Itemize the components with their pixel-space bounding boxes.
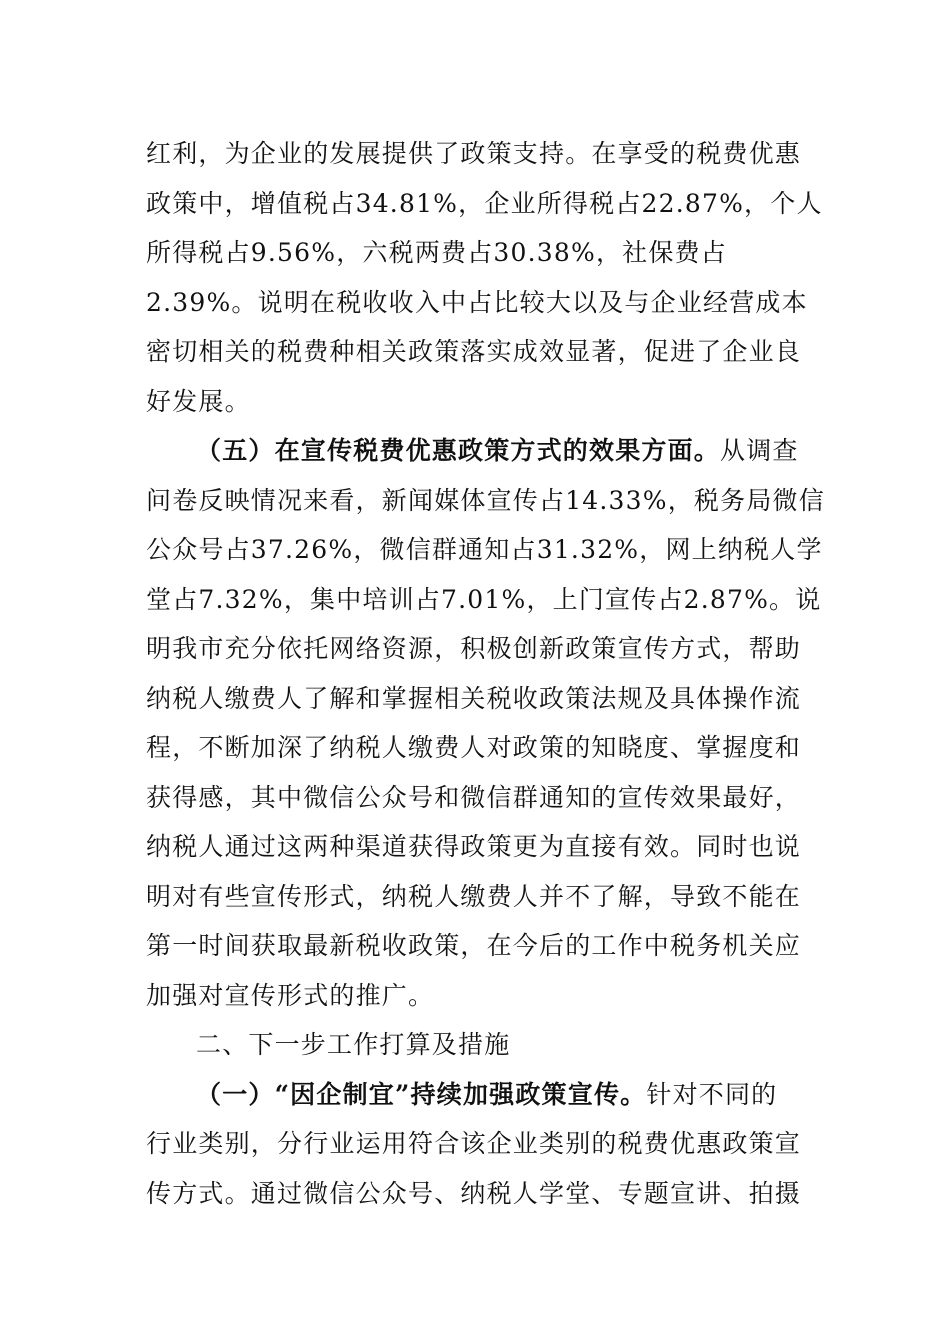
paragraph-line: 红利，为企业的发展提供了政策支持。在享受的税费优惠: [146, 139, 802, 168]
paragraph-line: 堂占7.32%，集中培训占7.01%，上门宣传占2.87%。说: [146, 584, 822, 614]
paragraph-line: 行业类别，分行业运用符合该企业类别的税费优惠政策宣: [146, 1129, 802, 1158]
subheading-title: （一）“因企制宜”持续加强政策宣传。: [196, 1079, 647, 1109]
paragraph-line: 所得税占9.56%，六税两费占30.38%，社保费占: [146, 238, 727, 267]
paragraph-line: 加强对宣传形式的推广。: [146, 980, 435, 1010]
paragraph-line: 程，不断加深了纳税人缴费人对政策的知晓度、掌握度和: [146, 733, 802, 762]
paragraph-line: 政策中，增值税占34.81%，企业所得税占22.87%，个人: [146, 188, 823, 218]
subheading-line: [146, 1070, 794, 1120]
section-heading: 二、下一步工作打算及措施: [196, 1030, 511, 1059]
paragraph-line: 好发展。: [146, 386, 251, 416]
subheading-title: （五）在宣传税费优惠政策方式的效果方面。: [196, 436, 721, 465]
subheading-line: [146, 426, 799, 476]
subheading-text: 针对不同的: [646, 1079, 778, 1109]
paragraph-line: 公众号占37.26%，微信群通知占31.32%，网上纳税人学: [146, 535, 823, 564]
paragraph-line: 明我市充分依托网络资源，积极创新政策宣传方式，帮助: [146, 634, 802, 663]
paragraph-line: 第一时间获取最新税收政策，在今后的工作中税务机关应: [146, 931, 802, 960]
paragraph-line: 纳税人通过这两种渠道获得政策更为直接有效。同时也说: [146, 832, 802, 861]
paragraph-line: 2.39%。说明在税收收入中占比较大以及与企业经营成本: [146, 287, 808, 317]
paragraph-line: 问卷反映情况来看，新闻媒体宣传占14.33%，税务局微信: [146, 485, 825, 515]
subheading-text: 从调查: [720, 436, 799, 465]
paragraph-line: 传方式。通过微信公众号、纳税人学堂、专题宣讲、拍摄: [146, 1178, 802, 1208]
paragraph-line: 获得感，其中微信公众号和微信群通知的宣传效果最好，: [146, 782, 802, 812]
paragraph-line: 明对有些宣传形式，纳税人缴费人并不了解，导致不能在: [146, 881, 802, 911]
paragraph-line: 密切相关的税费种相关政策落实成效显著，促进了企业良: [146, 337, 802, 366]
document-body: [146, 129, 825, 1218]
paragraph-line: 纳税人缴费人了解和掌握相关税收政策法规及具体操作流: [146, 683, 802, 713]
